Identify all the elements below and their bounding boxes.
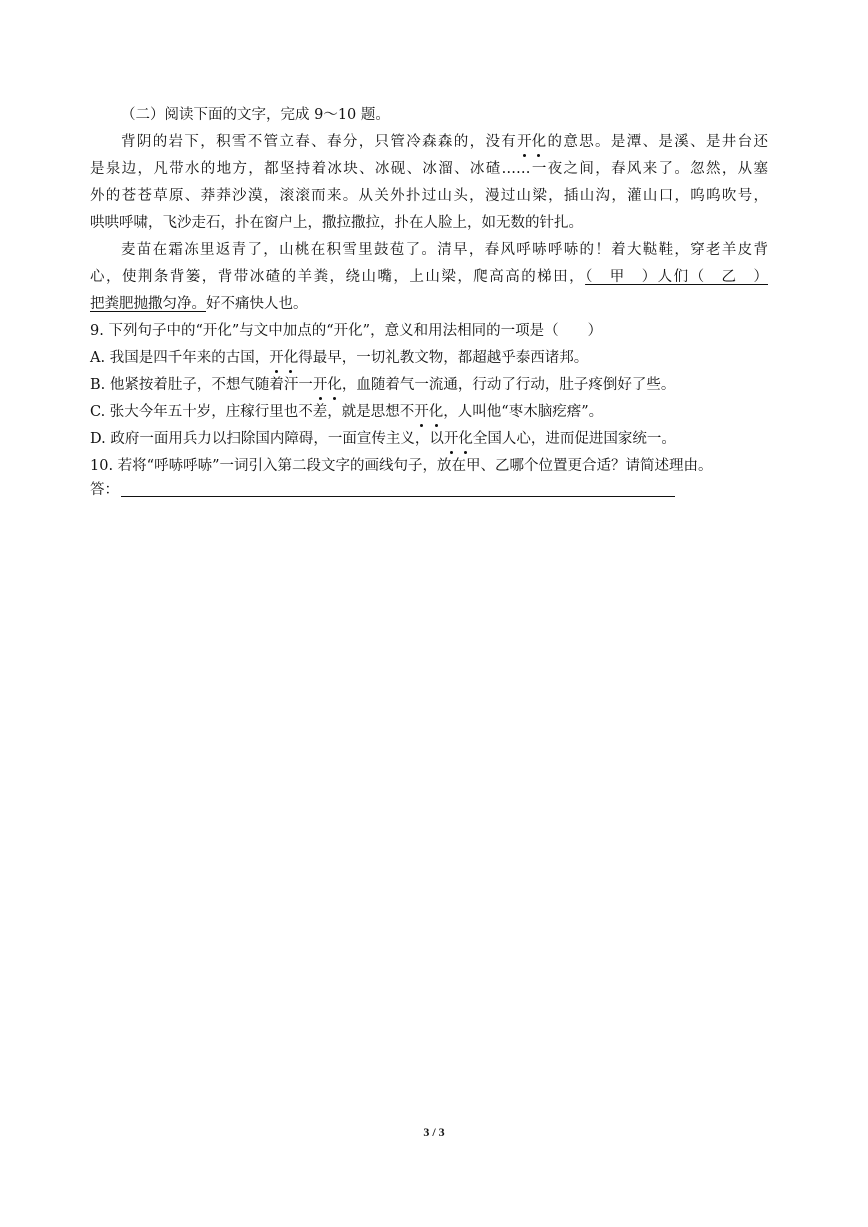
text-run: A. 我国是四千年来的古国，: [90, 350, 270, 366]
question-9-stem: 9. 下列句子中的“开化”与文中加点的“开化”，意义和用法相同的一项是（ ）: [90, 323, 603, 339]
emphasis-dot-char: 开: [313, 374, 328, 396]
text-run: C. 张大今年五十岁，庄稼行里也不差，就是思想不: [90, 404, 415, 420]
emphasis-dot-char: 化: [284, 347, 299, 369]
underlined-sentence-part-2: 把粪肥抛撒匀净。: [90, 296, 206, 312]
paragraph-1-line-2: 是泉边，凡带水的地方，都坚持着冰块、冰砚、冰溜、冰碴……一夜之间，春风来了。忽然，从塞: [90, 161, 768, 177]
answer-label: 答：: [90, 482, 119, 498]
text-run: 得最早，一切礼教文物，都超越乎泰西诸邦。: [298, 350, 589, 366]
text-run: 的意思。是潭、是溪、是井台还: [546, 134, 769, 150]
question-9-option-b: [90, 374, 675, 396]
question-9-option-d: [90, 428, 676, 450]
paragraph-2-line-3: [90, 293, 308, 315]
emphasis-dot-char: 开: [269, 347, 284, 369]
paragraph-2-line-1: 麦苗在霜冻里返青了，山桃在积雪里鼓苞了。清早，春风呼哧呼哧的！着大鞑鞋，穿老羊皮背: [121, 242, 768, 258]
text-run: 心，使荆条背篓，背带冰碴的羊粪，绕山嘴，上山梁，爬高高的梯田，: [90, 269, 586, 285]
emphasis-dot-char: 开: [414, 401, 429, 423]
answer-line: [121, 496, 675, 497]
paragraph-1-line-4: 哄哄呼啸，飞沙走石，扑在窗户上，撒拉撒拉，扑在人脸上，如无数的针扎。: [90, 215, 583, 231]
text-run: B. 他紧按着肚子，不想气随着汗一: [90, 377, 313, 393]
text-run: ，血随着气一流通，行动了行动，肚子疼倒好了些。: [341, 377, 676, 393]
emphasis-dot-char: 化: [327, 374, 342, 396]
paragraph-1-line-1: [121, 131, 768, 153]
emphasis-dot-char: 开: [444, 428, 459, 450]
emphasis-dot-char: 化: [532, 131, 547, 153]
underlined-sentence-part-1: （ 甲 ）人们（ 乙 ）: [585, 269, 768, 285]
text-run: 背阴的岩下，积雪不管立春、春分，只管冷森森的，没有: [121, 134, 518, 150]
text-run: 好不痛快人也。: [206, 296, 308, 312]
text-run: 全国人心，进而促进国家统一。: [472, 431, 676, 447]
emphasis-dot-char: 化: [429, 401, 444, 423]
paragraph-1-line-3: 外的苍苍草原、莽莽沙漠，滚滚而来。从关外扑过山头，漫过山梁，插山沟，灌山口，呜呜吹号，: [90, 188, 768, 204]
emphasis-dot-char: 开: [517, 131, 532, 153]
emphasis-dot-char: 化: [458, 428, 473, 450]
question-10-stem: 10. 若将“呼哧呼哧”一词引入第二段文字的画线句子，放在甲、乙哪个位置更合适？请简述理由。: [90, 458, 713, 474]
question-9-option-a: [90, 347, 588, 369]
text-run: ，人叫他“枣木脑疙瘩”。: [443, 404, 604, 420]
text-run: D. 政府一面用兵力以扫除国内障碍，一面宣传主义，以: [90, 431, 444, 447]
paragraph-2-line-2: [90, 266, 768, 288]
passage-heading: （二）阅读下面的文字，完成 9～10 题。: [121, 107, 390, 123]
question-9-option-c: [90, 401, 603, 423]
page-number: 3 / 3: [423, 1125, 445, 1139]
